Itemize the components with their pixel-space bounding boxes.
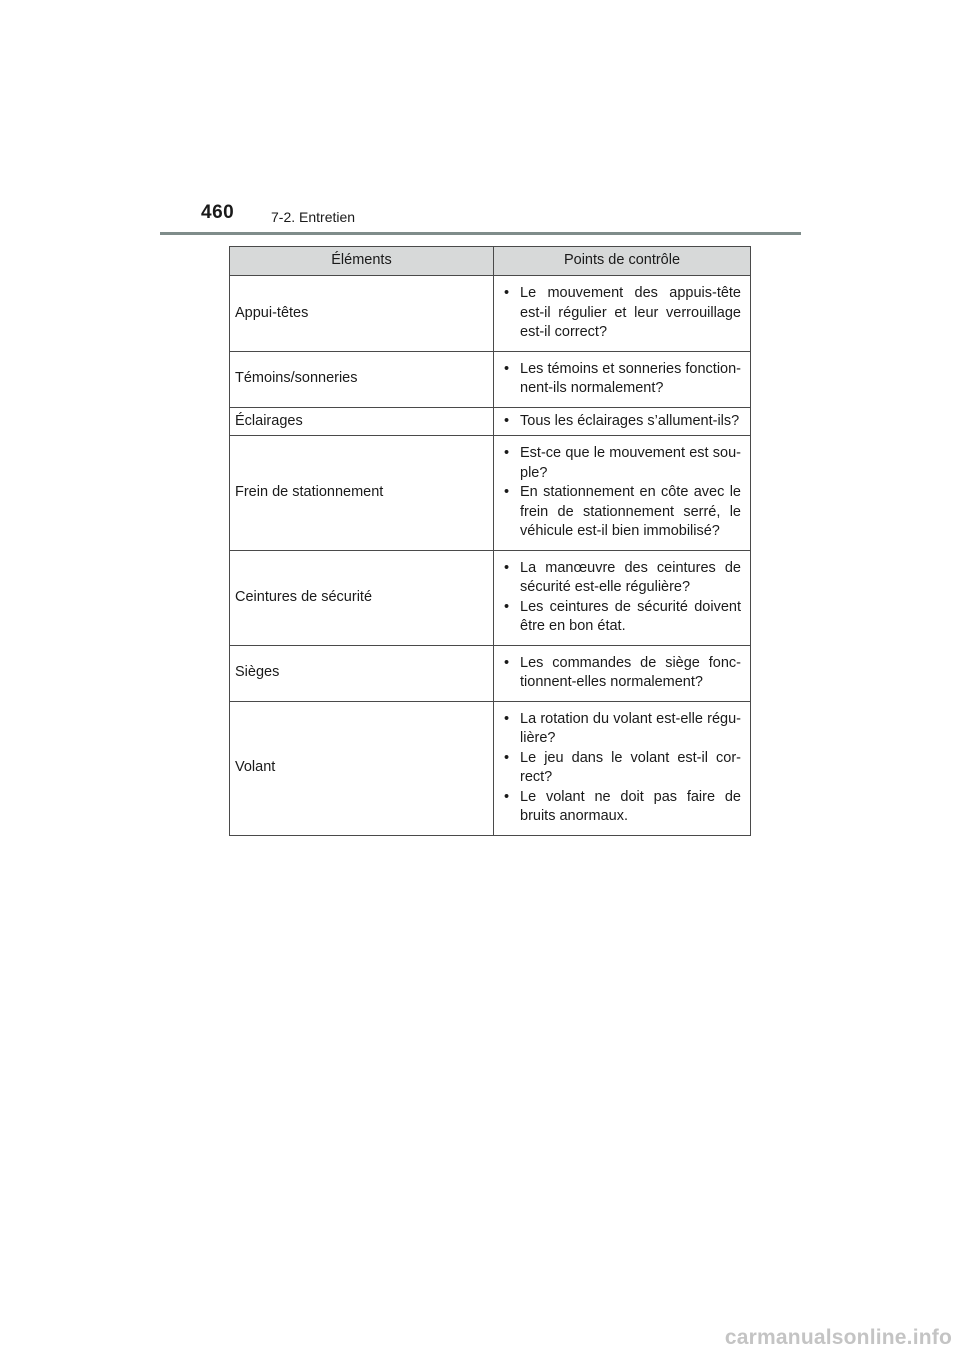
checkpoint-list [502, 412, 741, 432]
checkpoints-cell [494, 436, 751, 551]
checkpoint-item: • En stationnement en côte avec le frein de stationnement serré, le véhicule est-il bien immobilisé? [502, 483, 741, 542]
checkpoints-cell [494, 276, 751, 352]
table-row [230, 550, 751, 645]
checkpoint-list [502, 710, 741, 827]
table-row [230, 276, 751, 352]
item-cell: Ceintures de sécurité [230, 550, 494, 645]
checkpoint-item: • La rotation du volant est-elle régu-lière? [502, 710, 741, 749]
table-row [230, 645, 751, 701]
checkpoints-cell [494, 701, 751, 835]
checkpoints-cell [494, 351, 751, 407]
table-header-row [230, 247, 751, 276]
checkpoints-cell [494, 645, 751, 701]
page-header [0, 0, 960, 240]
table-row [230, 436, 751, 551]
header-divider [160, 232, 801, 235]
checkpoint-list [502, 444, 741, 542]
column-header-elements: Éléments [230, 247, 494, 276]
item-cell: Éclairages [230, 407, 494, 436]
checkpoint-list [502, 654, 741, 693]
checkpoint-item: • Les ceintures de sécurité doivent être en bon état. [502, 598, 741, 637]
table-row [230, 407, 751, 436]
table-row [230, 701, 751, 835]
checkpoint-item: • Le mouvement des appuis-tête est-il régulier et leur verrouillage est-il correct? [502, 284, 741, 343]
watermark: carmanualsonline.info [724, 1326, 952, 1349]
item-cell: Appui-têtes [230, 276, 494, 352]
checkpoint-item: • La manœuvre des ceintures de sécurité est-elle régulière? [502, 559, 741, 598]
item-cell: Sièges [230, 645, 494, 701]
checkpoint-item: • Le volant ne doit pas faire de bruits anormaux. [502, 788, 741, 827]
checkpoint-item: • Le jeu dans le volant est-il cor-rect? [502, 749, 741, 788]
item-cell: Témoins/sonneries [230, 351, 494, 407]
column-header-checkpoints: Points de contrôle [494, 247, 751, 276]
section-title: 7-2. Entretien [271, 209, 356, 225]
checkpoints-cell [494, 407, 751, 436]
checkpoint-list [502, 360, 741, 399]
inspection-table [229, 246, 751, 836]
item-cell: Frein de stationnement [230, 436, 494, 551]
table-row [230, 351, 751, 407]
item-cell: Volant [230, 701, 494, 835]
checkpoint-item: • Tous les éclairages s’allument-ils? [502, 412, 741, 432]
checkpoint-item: • Les commandes de siège fonc-tionnent-elles normalement? [502, 654, 741, 693]
checkpoint-list [502, 284, 741, 343]
checkpoint-item: • Est-ce que le mouvement est sou-ple? [502, 444, 741, 483]
table-head [230, 247, 751, 276]
checkpoints-cell [494, 550, 751, 645]
checkpoint-item: • Les témoins et sonneries fonction-nent-ils normalement? [502, 360, 741, 399]
page-number: 460 [201, 202, 235, 223]
checkpoint-list [502, 559, 741, 637]
